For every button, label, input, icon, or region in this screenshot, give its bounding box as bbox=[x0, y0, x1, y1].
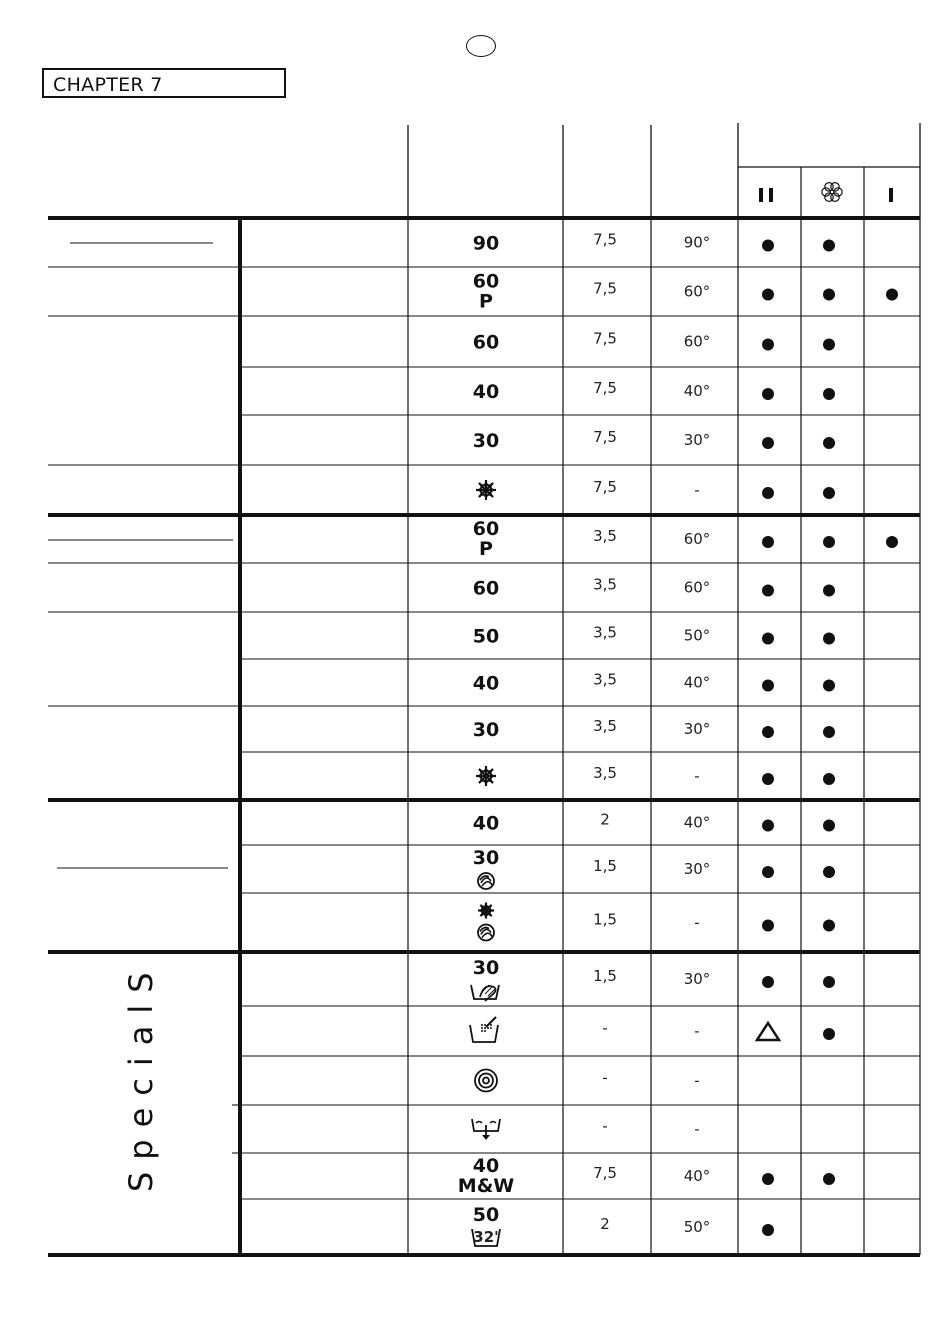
programme-suffix: P bbox=[479, 290, 493, 313]
temperature-value: - bbox=[694, 1071, 700, 1090]
option-dot bbox=[823, 585, 835, 597]
load-value: 1,5 bbox=[593, 910, 617, 929]
option-dot bbox=[762, 1173, 774, 1185]
table-row bbox=[473, 717, 835, 741]
option-dot bbox=[762, 437, 774, 449]
table-row bbox=[473, 428, 835, 452]
load-value: 3,5 bbox=[593, 575, 617, 594]
option-dot bbox=[823, 437, 835, 449]
droplet bbox=[484, 1027, 486, 1029]
load-value: 7,5 bbox=[593, 478, 617, 496]
arrow-head bbox=[482, 1135, 490, 1140]
wave bbox=[476, 1122, 496, 1124]
temperature-value: 60° bbox=[683, 578, 711, 597]
droplet bbox=[490, 1024, 492, 1026]
wool-ball-icon bbox=[478, 925, 494, 941]
droplet bbox=[481, 1024, 483, 1026]
programme-suffix: P bbox=[479, 538, 493, 560]
basin-label: 32' bbox=[473, 1228, 499, 1246]
option-dot bbox=[823, 289, 835, 301]
temperature-value: 90° bbox=[683, 233, 711, 252]
option-dot bbox=[762, 585, 774, 597]
temperature-value: 30° bbox=[683, 431, 711, 449]
option-dot bbox=[762, 289, 774, 301]
option-dot bbox=[823, 388, 835, 400]
table-row bbox=[602, 1019, 835, 1040]
load-value: 7,5 bbox=[593, 428, 617, 446]
temperature-value: 40° bbox=[683, 813, 711, 832]
droplet bbox=[490, 1027, 492, 1029]
option-dot bbox=[762, 680, 774, 692]
programme-temp: 30 bbox=[472, 719, 500, 741]
option-dot bbox=[762, 820, 774, 832]
load-value: 3,5 bbox=[593, 764, 617, 782]
option-dot bbox=[823, 536, 835, 548]
droplet bbox=[481, 1027, 483, 1029]
temperature-value: 50° bbox=[683, 626, 711, 645]
snowflake-icon bbox=[476, 766, 496, 786]
load-value: 3,5 bbox=[593, 717, 617, 735]
drain-icon bbox=[472, 1119, 500, 1140]
load-value: 2 bbox=[600, 810, 610, 829]
programme-temp: 30 bbox=[472, 957, 500, 979]
temperature-value: - bbox=[694, 1022, 700, 1040]
load-value: 3,5 bbox=[593, 670, 617, 689]
temperature-value: - bbox=[694, 481, 700, 499]
temperature-value: 40° bbox=[683, 382, 711, 400]
programme-temp: 30 bbox=[472, 847, 500, 869]
table-row bbox=[473, 576, 835, 600]
table-row bbox=[473, 379, 835, 403]
option-dot bbox=[886, 289, 898, 301]
snowflake-icon bbox=[476, 480, 496, 500]
droplet bbox=[481, 1030, 483, 1032]
option-dot bbox=[823, 680, 835, 692]
temperature-value: - bbox=[694, 1120, 700, 1138]
option-dot bbox=[762, 1224, 774, 1236]
programme-temp: 60 bbox=[472, 331, 500, 354]
load-value: 3,5 bbox=[593, 623, 617, 642]
pause-bars-icon bbox=[769, 188, 773, 202]
temperature-value: 30° bbox=[683, 720, 711, 738]
programme-temp: 40 bbox=[472, 812, 500, 835]
option-dot bbox=[823, 920, 835, 932]
load-value: 7,5 bbox=[593, 1164, 617, 1182]
load-value: 1,5 bbox=[593, 967, 617, 985]
table-row bbox=[458, 1155, 835, 1197]
temperature-value: 60° bbox=[683, 530, 711, 548]
load-value: 2 bbox=[600, 1215, 610, 1233]
wool-ball-icon bbox=[478, 873, 494, 889]
table-row bbox=[473, 624, 835, 648]
option-dot bbox=[762, 240, 774, 252]
option-dot bbox=[823, 820, 835, 832]
option-dot bbox=[762, 388, 774, 400]
basin bbox=[470, 1025, 498, 1042]
table-row bbox=[476, 478, 835, 500]
temperature-value: 30° bbox=[683, 860, 711, 878]
table-row bbox=[473, 1204, 774, 1236]
option-dot bbox=[762, 339, 774, 351]
option-dot bbox=[762, 976, 774, 988]
option-dot bbox=[823, 773, 835, 785]
option-dot bbox=[762, 536, 774, 548]
table-row bbox=[473, 231, 835, 255]
load-value: 7,5 bbox=[593, 379, 617, 397]
load-value: - bbox=[602, 1117, 608, 1135]
option-dot bbox=[762, 920, 774, 932]
option-dot bbox=[762, 726, 774, 738]
temperature-value: 30° bbox=[683, 970, 711, 988]
table-row bbox=[473, 847, 835, 878]
spin-spiral-icon bbox=[475, 1070, 497, 1092]
option-dot bbox=[762, 633, 774, 645]
load-value: 1,5 bbox=[593, 857, 617, 875]
specials-label: SpecialS bbox=[122, 960, 160, 1192]
programme-temp: 60 bbox=[472, 270, 500, 293]
option-dot bbox=[823, 976, 835, 988]
snowflake-icon bbox=[478, 903, 494, 919]
option-dot bbox=[762, 773, 774, 785]
chapter-title: CHAPTER 7 bbox=[42, 68, 286, 98]
hand-wash-icon bbox=[471, 985, 499, 1001]
programme-temp: 60 bbox=[472, 518, 500, 540]
option-dot bbox=[823, 487, 835, 499]
table-row bbox=[473, 271, 898, 313]
temperature-value: 60° bbox=[683, 282, 711, 301]
droplet bbox=[487, 1027, 489, 1029]
programme-temp: 40 bbox=[472, 1155, 500, 1177]
droplet bbox=[484, 1030, 486, 1032]
programme-temp: 50 bbox=[472, 625, 500, 648]
flower-softener-icon bbox=[822, 183, 842, 202]
option-dot bbox=[823, 866, 835, 878]
basin-32-icon bbox=[472, 1228, 500, 1246]
table-row bbox=[473, 330, 835, 354]
option-dot bbox=[823, 726, 835, 738]
droplet bbox=[487, 1024, 489, 1026]
table-row bbox=[478, 903, 835, 932]
pause-bars-icon bbox=[759, 188, 763, 202]
spiral-ring bbox=[479, 1074, 493, 1088]
programme-temp: 30 bbox=[472, 430, 500, 452]
programme-temp: 60 bbox=[472, 577, 500, 600]
load-value: 7,5 bbox=[593, 230, 617, 249]
load-value: - bbox=[602, 1068, 608, 1087]
spiral-ring bbox=[483, 1078, 489, 1084]
temperature-value: 40° bbox=[683, 1167, 711, 1185]
option-dot bbox=[762, 866, 774, 878]
temperature-value: - bbox=[694, 767, 700, 785]
programme-temp: 50 bbox=[472, 1204, 500, 1226]
option-dot bbox=[823, 339, 835, 351]
load-value: 7,5 bbox=[593, 279, 617, 298]
temperature-value: - bbox=[694, 913, 700, 932]
programme-suffix: M&W bbox=[457, 1175, 515, 1197]
load-value: 3,5 bbox=[593, 527, 617, 545]
table-row bbox=[473, 518, 898, 560]
option-triangle bbox=[757, 1023, 779, 1040]
option-dot bbox=[762, 487, 774, 499]
table-row bbox=[476, 764, 835, 786]
temperature-value: 50° bbox=[683, 1218, 711, 1236]
option-dot bbox=[823, 1028, 835, 1040]
temperature-value: 60° bbox=[683, 332, 711, 351]
option-dot bbox=[823, 633, 835, 645]
load-value: 7,5 bbox=[593, 329, 617, 348]
programme-temp: 90 bbox=[472, 232, 500, 255]
option-dot bbox=[886, 536, 898, 548]
load-value: - bbox=[602, 1019, 608, 1037]
programme-temp: 40 bbox=[472, 381, 500, 403]
table-row bbox=[473, 671, 835, 695]
single-bar-icon bbox=[889, 188, 893, 202]
programme-temp: 40 bbox=[472, 672, 500, 695]
table-row bbox=[473, 811, 835, 835]
droplet bbox=[484, 1024, 486, 1026]
rinse-shower-icon bbox=[470, 1017, 498, 1042]
temperature-value: 40° bbox=[683, 673, 711, 692]
option-dot bbox=[823, 240, 835, 252]
option-dot bbox=[823, 1173, 835, 1185]
table-row bbox=[473, 957, 835, 988]
